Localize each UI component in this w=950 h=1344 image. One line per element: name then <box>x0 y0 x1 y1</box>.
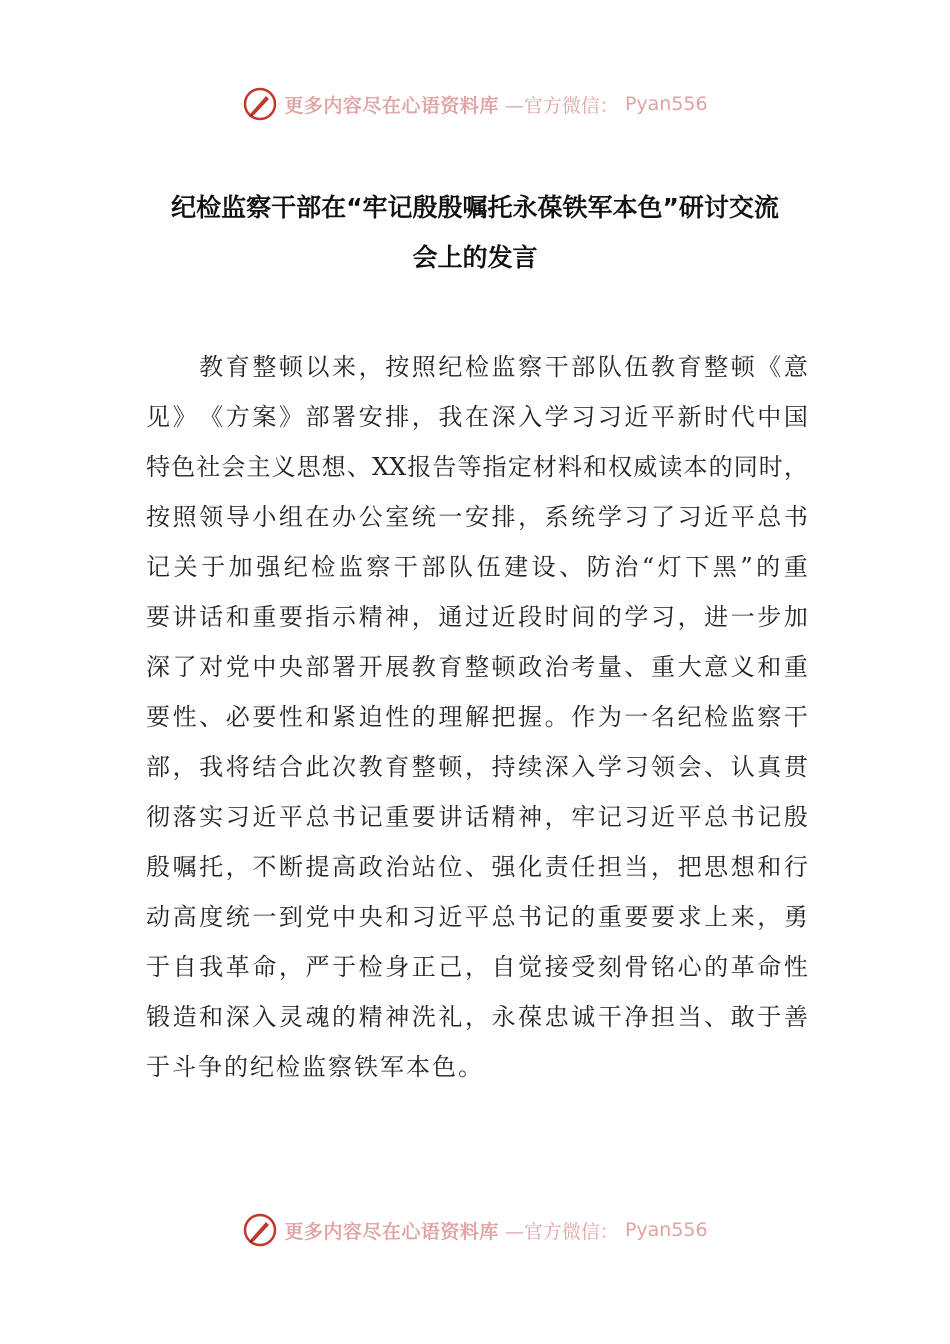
paragraph-line: 彻 落 实 习 近 平 总 书 记 重 要 讲 话 精 神 ， 牢 记 习 近 平 总 书 记 殷 <box>146 803 808 831</box>
watermark-site-text: 更多内容尽在心语资料库 <box>284 1220 499 1243</box>
pen-logo-icon <box>242 86 278 122</box>
footer-watermark <box>0 1210 950 1250</box>
paragraph-line: 见 》 《 方 案 》 部 署 安 排 ， 我 在 深 入 学 习 习 近 平 新 时 代 中 国 <box>146 403 808 431</box>
document-title <box>60 183 890 283</box>
paragraph-line: 于 自 我 革 命 ， 严 于 检 身 正 己 ， 自 觉 接 受 刻 骨 铭 心 的 革 命 性 <box>146 953 808 981</box>
paragraph-line: 锻 造 和 深 入 灵 魂 的 精 神 洗 礼 ， 永 葆 忠 诚 干 净 担 当 、 敢 于 善 <box>146 1003 808 1031</box>
watermark-site-text: 更多内容尽在心语资料库 <box>284 94 499 117</box>
paragraph-line: 于斗争的纪检监察铁军本色。 <box>146 1053 484 1081</box>
paragraph-line: 按 照 领 导 小 组 在 办 公 室 统 一 安 排 ， 系 统 学 习 了 习 近 平 总 书 <box>146 503 808 531</box>
body-paragraph <box>146 342 808 1092</box>
paragraph-line: 要 讲 话 和 重 要 指 示 精 神 ， 通 过 近 段 时 间 的 学 习 ， 进 一 步 加 <box>146 603 808 631</box>
pen-logo-icon <box>242 1212 278 1248</box>
watermark-wechat-id: Pyan556 <box>624 1219 708 1241</box>
paragraph-line: 深 了 对 党 中 央 部 署 开 展 教 育 整 顿 政 治 考 量 、 重 大 意 义 和 重 <box>146 653 808 681</box>
paragraph-line: 殷 嘱 托 ， 不 断 提 高 政 治 站 位 、 强 化 责 任 担 当 ， 把 思 想 和 行 <box>146 853 808 881</box>
title-line-1: 纪检监察干部在“牢记殷殷嘱托永葆铁军本色”研讨交流 <box>171 193 779 222</box>
watermark-wechat-label: —官方微信： <box>504 94 619 117</box>
paragraph-line: 要 性 、 必 要 性 和 紧 迫 性 的 理 解 把 握 。 作 为 一 名 纪 检 监 察 干 <box>146 703 808 731</box>
paragraph-line: 记 关 于 加 强 纪 检 监 察 干 部 队 伍 建 设 、 防 治 “ 灯 下 黑 ” 的 重 <box>146 553 808 581</box>
paragraph-line: 动 高 度 统 一 到 党 中 央 和 习 近 平 总 书 记 的 重 要 要 求 上 来 ， 勇 <box>146 903 808 931</box>
title-line-2: 会上的发言 <box>412 243 538 272</box>
watermark-wechat-id: Pyan556 <box>624 93 708 115</box>
watermark-wechat-label: —官方微信： <box>504 1220 619 1243</box>
paragraph-line: 教 育 整 顿 以 来 ， 按 照 纪 检 监 察 干 部 队 伍 教 育 整 顿 《 意 <box>199 353 808 381</box>
paragraph-line: 部 ， 我 将 结 合 此 次 教 育 整 顿 ， 持 续 深 入 学 习 领 会 、 认 真 贯 <box>146 753 808 781</box>
paragraph-line: 特 色 社 会 主 义 思 想 、 XX 报 告 等 指 定 材 料 和 权 威 读 本 的 同 时 ， <box>146 453 808 481</box>
header-watermark <box>0 84 950 124</box>
